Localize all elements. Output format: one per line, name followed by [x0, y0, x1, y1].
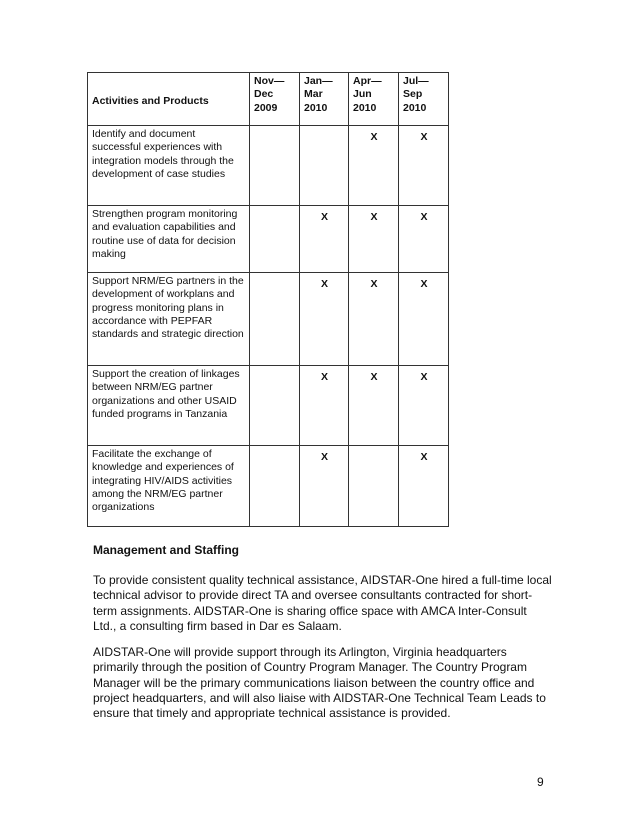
table-row [88, 446, 449, 527]
activity-cell: Identify and document successful experiences with integration models through the development of case studies [88, 126, 250, 206]
section-heading: Management and Staffing [93, 543, 240, 557]
period-cell: X [300, 446, 349, 527]
table-row [88, 273, 449, 366]
period-cell [349, 446, 399, 527]
activity-schedule-table [87, 72, 449, 527]
activity-cell: Support the creation of linkages between NRM/EG partner organizations and other USAID funded programs in Tanzania [88, 366, 250, 446]
period-cell: X [399, 273, 449, 366]
activity-cell: Support NRM/EG partners in the development of workplans and progress monitoring plans in accordance with PEPFAR standards and strategic direction [88, 273, 250, 366]
period-cell [300, 126, 349, 206]
period-cell: X [399, 206, 449, 273]
period-cell: X [399, 366, 449, 446]
period-cell: X [399, 446, 449, 527]
period-cell: X [349, 126, 399, 206]
period-cell [250, 206, 300, 273]
header-nov-dec-2009: Nov— Dec 2009 [250, 73, 300, 126]
period-cell: X [349, 366, 399, 446]
body-paragraph: To provide consistent quality technical assistance, AIDSTAR-One hired a full-time local technical advisor to provide direct TA and oversee consultants contracted for short-term assignments. AIDSTAR-One is sharing office space with AMCA Inter-Consult Ltd., a consulting firm based in Dar es Salaam. [93, 573, 552, 633]
header-activities: Activities and Products [88, 73, 250, 126]
header-apr-jun-2010: Apr— Jun 2010 [349, 73, 399, 126]
period-cell [250, 126, 300, 206]
period-cell: X [349, 273, 399, 366]
table-row [88, 366, 449, 446]
header-jan-mar-2010: Jan— Mar 2010 [300, 73, 349, 126]
header-jul-sep-2010: Jul— Sep 2010 [399, 73, 449, 126]
period-cell: X [349, 206, 399, 273]
table-row [88, 126, 449, 206]
period-cell [250, 273, 300, 366]
activity-cell: Strengthen program monitoring and evaluation capabilities and routine use of data for decision making [88, 206, 250, 273]
table-header-row [88, 73, 449, 126]
body-paragraph: AIDSTAR-One will provide support through its Arlington, Virginia headquarters primarily through the position of Country Program Manager. The Country Program Manager will be the primary communications liaison between the country office and project headquarters, and will also liaise with AIDSTAR-One Technical Team Leads to ensure that timely and appropriate technical assistance is provided. [93, 645, 546, 721]
period-cell: X [300, 206, 349, 273]
period-cell: X [399, 126, 449, 206]
period-cell: X [300, 273, 349, 366]
activity-cell: Facilitate the exchange of knowledge and experiences of integrating HIV/AIDS activities among the NRM/EG partner organizations [88, 446, 250, 527]
period-cell [250, 446, 300, 527]
period-cell [250, 366, 300, 446]
page-number: 9 [537, 775, 544, 789]
period-cell: X [300, 366, 349, 446]
table-row [88, 206, 449, 273]
